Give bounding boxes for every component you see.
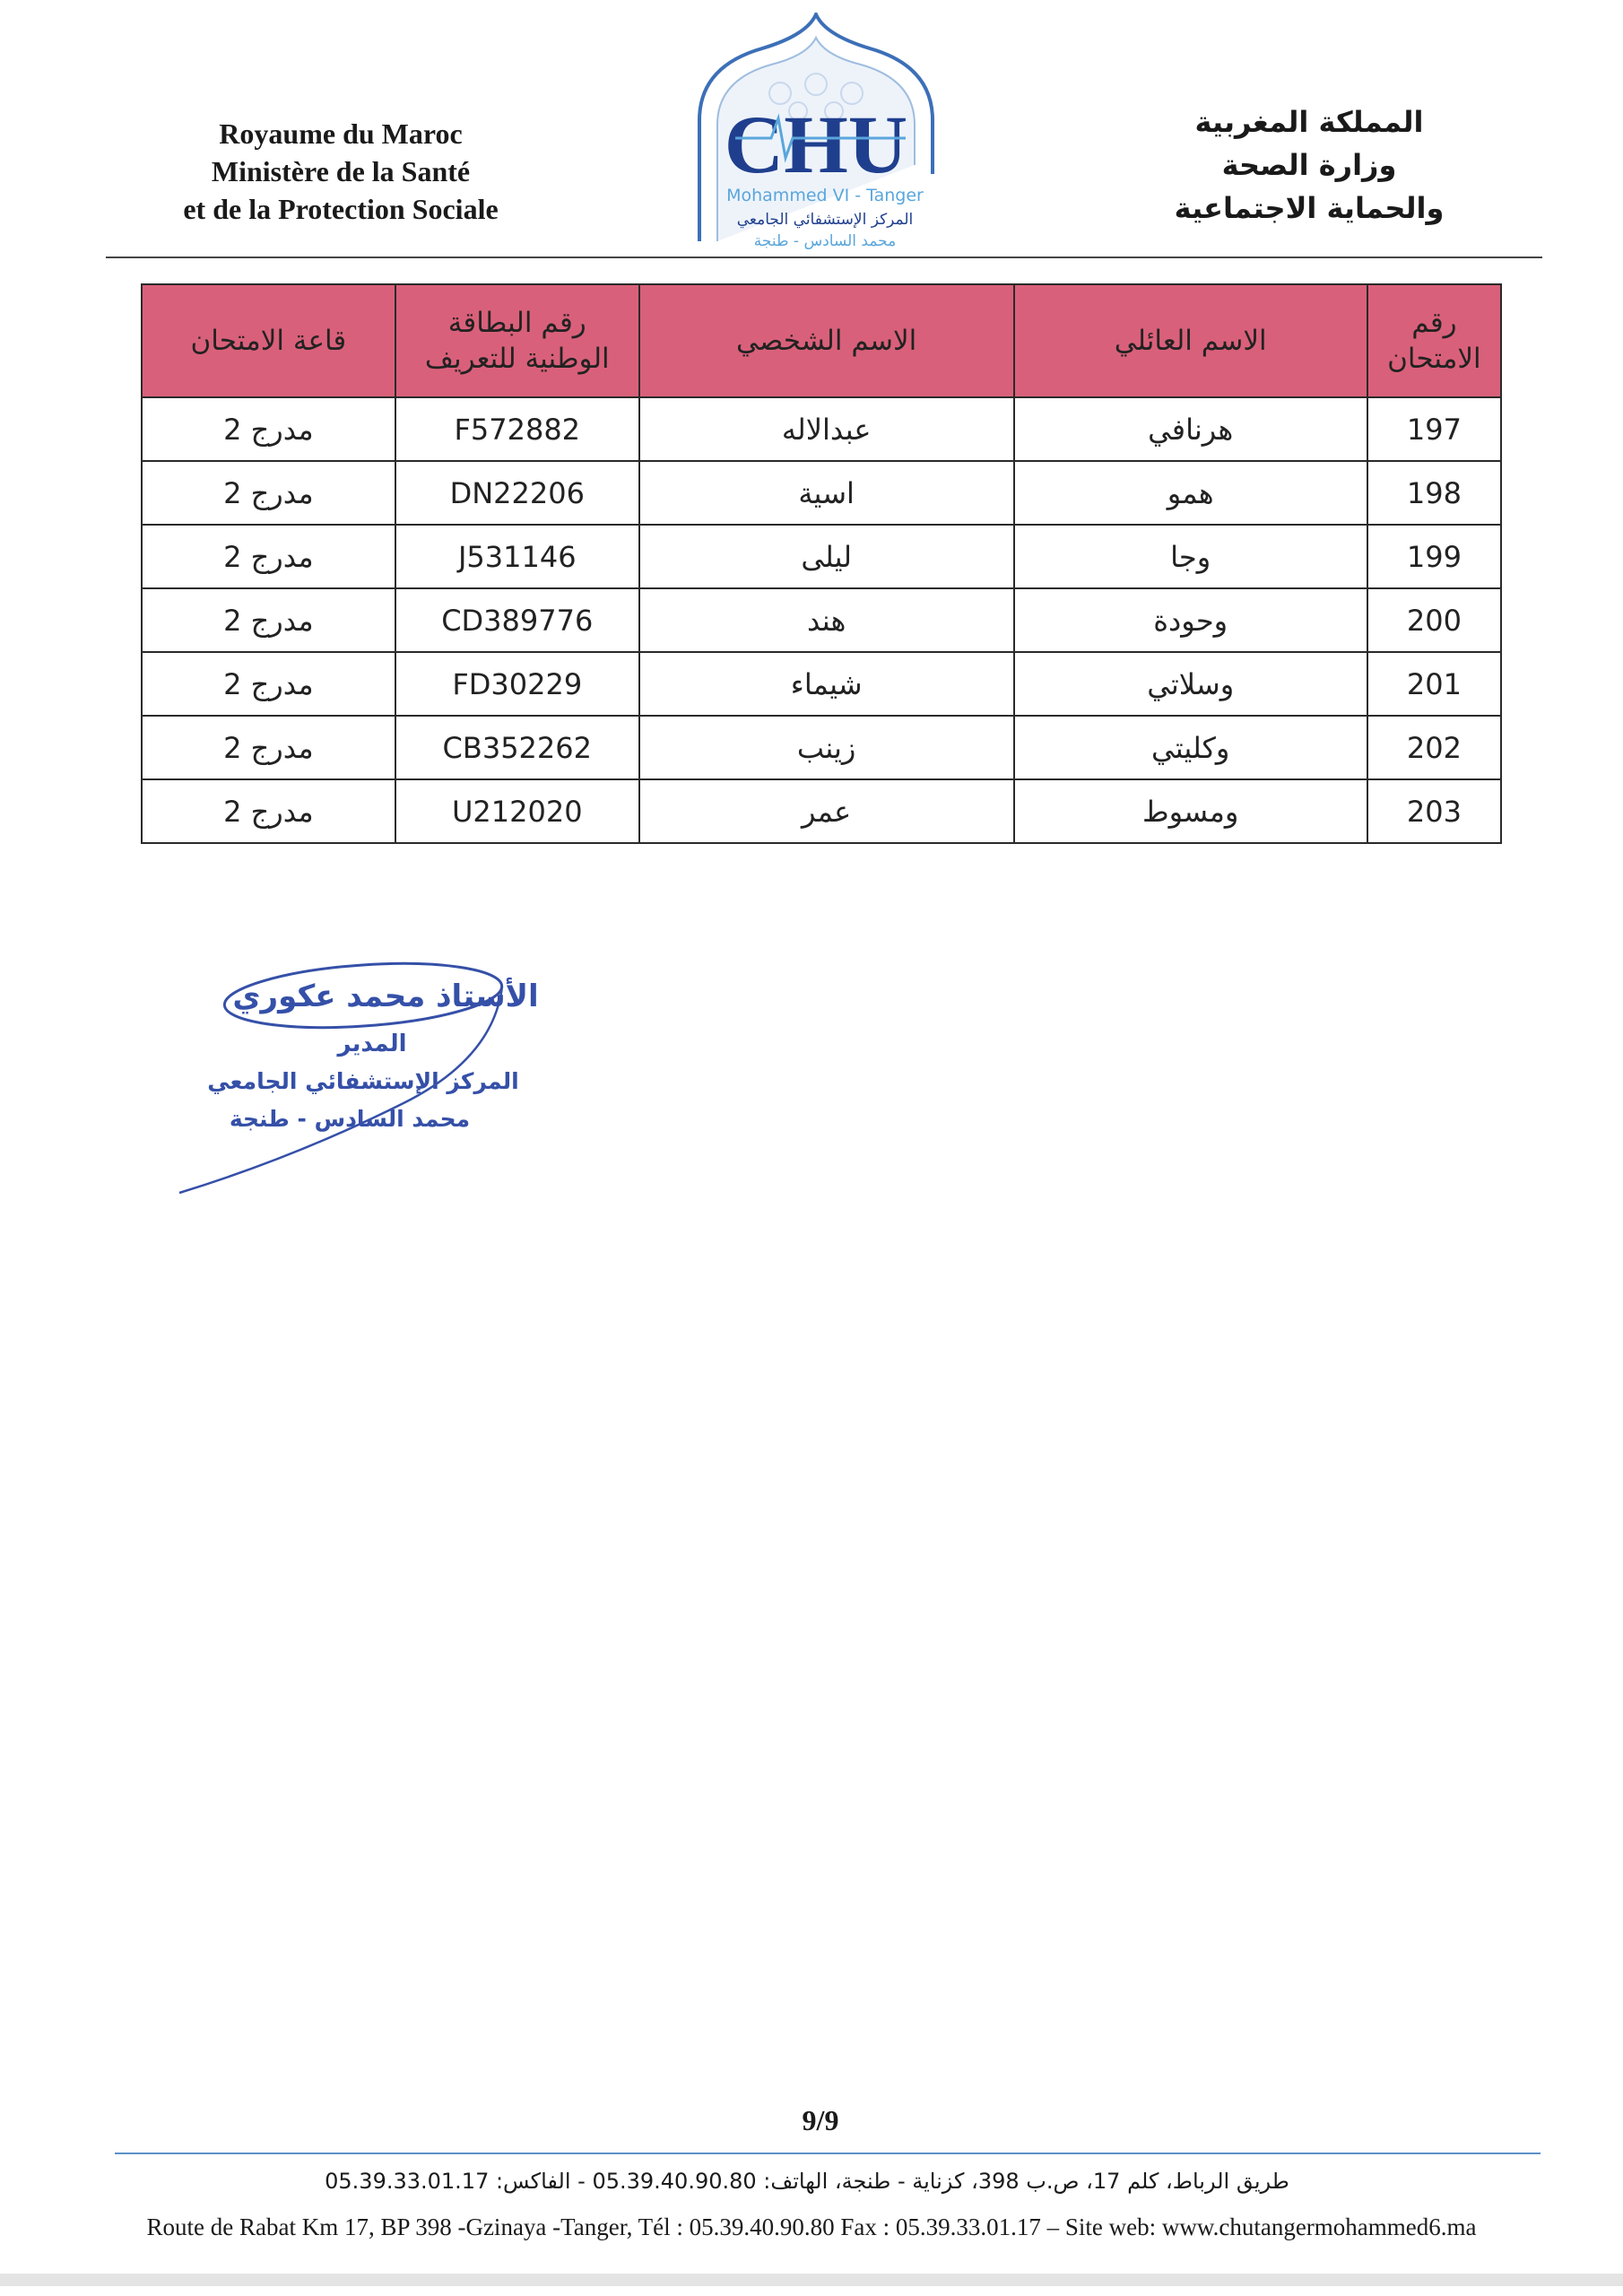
table-row [142,525,1501,588]
cell-exam-room: مدرج 2 [142,397,395,461]
table-row [142,652,1501,716]
header-french-line-1: Royaume du Maroc [219,117,463,150]
exam-roster-table [141,283,1502,844]
footer-divider [115,2152,1541,2154]
cell-family-name: هرنافي [1014,397,1367,461]
scan-bottom-edge [0,2274,1623,2286]
cell-exam-room: مدرج 2 [142,779,395,843]
cell-national-id: DN22206 [395,461,639,525]
cell-exam-number: 202 [1367,716,1501,779]
cell-exam-number: 201 [1367,652,1501,716]
cell-first-name: عبدالاله [639,397,1014,461]
cell-family-name: وكليتي [1014,716,1367,779]
cell-first-name: عمر [639,779,1014,843]
header-national-id: رقم البطاقة الوطنية للتعريف [395,284,639,397]
signature-line-1: الأستاذ محمد عكوري [232,978,539,1014]
logo-arabic-line-1: المركز الإستشفائي الجامعي [736,211,914,229]
table-row [142,588,1501,652]
cell-family-name: همو [1014,461,1367,525]
cell-first-name: اسية [639,461,1014,525]
chu-logo [681,13,950,255]
cell-national-id: F572882 [395,397,639,461]
cell-family-name: وحودة [1014,588,1367,652]
cell-exam-room: مدرج 2 [142,652,395,716]
cell-family-name: وسلاتي [1014,652,1367,716]
cell-first-name: شيماء [639,652,1014,716]
table-row [142,461,1501,525]
header-arabic-block [1130,100,1488,230]
cell-national-id: FD30229 [395,652,639,716]
table-row [142,397,1501,461]
director-signature-stamp [117,951,556,1202]
cell-exam-number: 198 [1367,461,1501,525]
footer-address-french: Route de Rabat Km 17, BP 398 -Gzinaya -Tanger, Tél : 05.39.40.90.80 Fax : 05.39.33.01.17 – Site web: www.chutangermohammed6.ma [146,2213,1477,2240]
cell-family-name: وجا [1014,525,1367,588]
header-arabic-line-3: والحماية الاجتماعية [1174,191,1445,225]
header-french-block [135,115,547,228]
cell-first-name: هند [639,588,1014,652]
header-family-name: الاسم العائلي [1014,284,1367,397]
logo-arabic-line-2: محمد السادس - طنجة [753,232,897,250]
cell-exam-room: مدرج 2 [142,716,395,779]
cell-exam-room: مدرج 2 [142,461,395,525]
signature-line-2: المدير [337,1031,407,1057]
cell-first-name: ليلى [639,525,1014,588]
table-row [142,779,1501,843]
header-french-line-3: et de la Protection Sociale [183,193,499,225]
table-header-row [142,284,1501,397]
signature-line-4: محمد السادس - طنجة [229,1106,471,1132]
cell-exam-number: 199 [1367,525,1501,588]
cell-national-id: U212020 [395,779,639,843]
cell-exam-number: 197 [1367,397,1501,461]
logo-subtitle: Mohammed VI - Tanger [726,186,924,205]
logo-acronym: CHU [724,99,908,190]
cell-exam-number: 203 [1367,779,1501,843]
header-first-name: الاسم الشخصي [639,284,1014,397]
cell-family-name: ومسوط [1014,779,1367,843]
page-number: 9/9 [802,2104,839,2136]
header-arabic-line-2: وزارة الصحة [1221,148,1397,182]
cell-exam-room: مدرج 2 [142,525,395,588]
signature-line-3: المركز الإستشفائي الجامعي [207,1068,519,1094]
header-arabic-line-1: المملكة المغربية [1194,105,1424,139]
footer-address-arabic: طريق الرباط، كلم 17، ص.ب 398، كزناية - طنجة، الهاتف: 05.39.40.90.80 - الفاكس: 05.39.33.01.17 [325,2169,1289,2194]
cell-exam-room: مدرج 2 [142,588,395,652]
header-exam-room: قاعة الامتحان [142,284,395,397]
cell-first-name: زينب [639,716,1014,779]
cell-national-id: J531146 [395,525,639,588]
header-french-line-2: Ministère de la Santé [211,155,471,187]
table-row [142,716,1501,779]
cell-national-id: CB352262 [395,716,639,779]
header-divider [106,257,1542,258]
cell-national-id: CD389776 [395,588,639,652]
header-exam-number: رقم الامتحان [1367,284,1501,397]
cell-exam-number: 200 [1367,588,1501,652]
